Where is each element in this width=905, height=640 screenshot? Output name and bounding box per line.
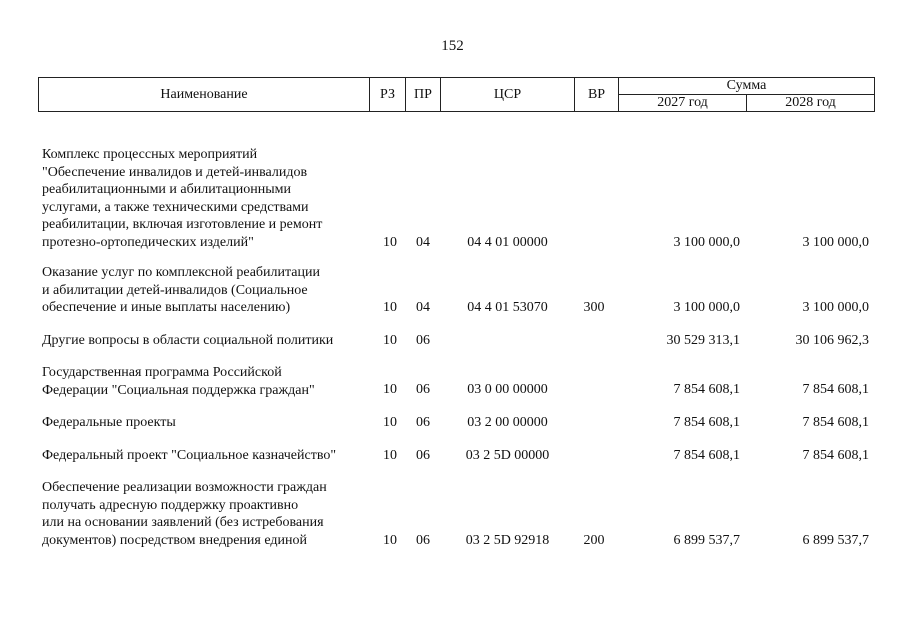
row-sum-2028: 30 106 962,3	[795, 333, 869, 348]
row-sum-2027: 6 899 537,7	[673, 533, 740, 548]
row-rz: 10	[383, 235, 397, 250]
row-vr: 200	[583, 533, 605, 548]
row-sum-2027: 7 854 608,1	[673, 415, 740, 430]
row-sum-2027: 3 100 000,0	[673, 235, 740, 250]
row-sum-2027: 3 100 000,0	[673, 300, 740, 315]
row-rz: 10	[383, 533, 397, 548]
header-csr: ЦСР	[493, 86, 522, 102]
header-pr: ПР	[414, 86, 432, 102]
row-sum-2027: 7 854 608,1	[673, 382, 740, 397]
row-pr: 06	[416, 533, 430, 548]
header-sum: Сумма	[726, 78, 767, 93]
row-name: Федеральные проекты	[42, 415, 176, 430]
header-vr: ВР	[587, 86, 606, 102]
row-rz: 10	[383, 300, 397, 315]
row-sum-2028: 3 100 000,0	[802, 235, 869, 250]
row-pr: 06	[416, 333, 430, 348]
row-rz: 10	[383, 333, 397, 348]
row-name: Другие вопросы в области социальной политики	[42, 333, 334, 348]
row-vr: 300	[583, 300, 605, 315]
table-header	[38, 77, 875, 112]
header-year-2028: 2028 год	[785, 95, 836, 110]
row-name: Государственная программа Российской Федерации "Социальная поддержка граждан"	[42, 365, 315, 398]
row-csr: 03 0 00 00000	[467, 382, 548, 397]
header-rz: РЗ	[380, 86, 395, 102]
row-rz: 10	[383, 382, 397, 397]
row-rz: 10	[383, 415, 397, 430]
row-pr: 06	[416, 448, 430, 463]
row-name: Федеральный проект "Социальное казначейство"	[42, 448, 337, 463]
row-sum-2027: 7 854 608,1	[673, 448, 740, 463]
row-pr: 04	[416, 235, 430, 250]
header-year-2027: 2027 год	[657, 95, 708, 110]
row-name: Комплекс процессных мероприятий "Обеспечение инвалидов и детей-инвалидов реабилитационными и абилитационными услугами, а также техническими средствами реабилитации, включая изготовление и ремонт протезно-ортопедических изделий"	[42, 147, 323, 250]
row-pr: 06	[416, 382, 430, 397]
row-sum-2028: 6 899 537,7	[802, 533, 869, 548]
row-csr: 03 2 00 00000	[467, 415, 548, 430]
row-pr: 04	[416, 300, 430, 315]
row-csr: 03 2 5D 92918	[465, 533, 550, 548]
row-sum-2028: 7 854 608,1	[802, 415, 869, 430]
row-sum-2028: 7 854 608,1	[802, 448, 869, 463]
row-csr: 04 4 01 00000	[467, 235, 548, 250]
header-name: Наименование	[160, 86, 248, 102]
row-sum-2027: 30 529 313,1	[666, 333, 740, 348]
page-number: 152	[441, 38, 464, 54]
row-name: Обеспечение реализации возможности граждан получать адресную поддержку проактивно или на основании заявлений (без истребования документов) посредством внедрения единой	[42, 480, 327, 548]
row-sum-2028: 7 854 608,1	[802, 382, 869, 397]
row-csr: 04 4 01 53070	[467, 300, 548, 315]
row-rz: 10	[383, 448, 397, 463]
row-pr: 06	[416, 415, 430, 430]
row-name: Оказание услуг по комплексной реабилитации и абилитации детей-инвалидов (Социальное обеспечение и иные выплаты населению)	[42, 265, 320, 316]
row-csr: 03 2 5D 00000	[465, 448, 550, 463]
row-sum-2028: 3 100 000,0	[802, 300, 869, 315]
